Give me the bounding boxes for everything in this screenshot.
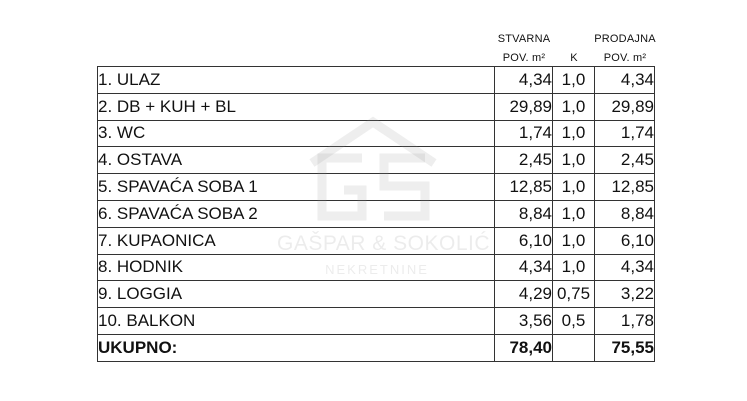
actual-area: 12,85 xyxy=(495,174,553,201)
coefficient: 1,0 xyxy=(553,254,595,281)
sale-area: 3,22 xyxy=(595,281,655,308)
coefficient: 1,0 xyxy=(553,174,595,201)
coefficient: 0,5 xyxy=(553,308,595,335)
total-sale-area: 75,55 xyxy=(595,334,655,361)
actual-area: 2,45 xyxy=(495,147,553,174)
actual-area: 4,34 xyxy=(495,254,553,281)
area-table xyxy=(97,66,655,362)
header-sale-area-line2: POV. m² xyxy=(603,52,647,64)
coefficient: 1,0 xyxy=(553,67,595,94)
sale-area: 8,84 xyxy=(595,200,655,227)
header-sale-area-line1: PRODAJNA xyxy=(594,33,656,45)
actual-area: 1,74 xyxy=(495,120,553,147)
total-label: UKUPNO: xyxy=(98,334,495,361)
total-actual-area: 78,40 xyxy=(495,334,553,361)
table-row xyxy=(98,308,655,335)
coefficient: 0,75 xyxy=(553,281,595,308)
room-name: 1. ULAZ xyxy=(98,67,495,94)
room-name: 7. KUPAONICA xyxy=(98,227,495,254)
room-name: 2. DB + KUH + BL xyxy=(98,93,495,120)
actual-area: 4,29 xyxy=(495,281,553,308)
total-row xyxy=(98,334,655,361)
watermark-brand: GAŠPAR & SOKOLIĆ xyxy=(277,232,491,255)
table-row xyxy=(98,147,655,174)
sale-area: 12,85 xyxy=(595,174,655,201)
sale-area: 2,45 xyxy=(595,147,655,174)
actual-area: 3,56 xyxy=(495,308,553,335)
coefficient: 1,0 xyxy=(553,120,595,147)
sale-area: 1,78 xyxy=(595,308,655,335)
actual-area: 4,34 xyxy=(495,67,553,94)
room-name: 8. HODNIK xyxy=(98,254,495,281)
header-actual-area-line1: STVARNA xyxy=(497,33,551,45)
sale-area: 4,34 xyxy=(595,67,655,94)
room-name: 10. BALKON xyxy=(98,308,495,335)
room-name: 5. SPAVAĆA SOBA 1 xyxy=(98,174,495,201)
header-coefficient: K xyxy=(570,52,578,64)
watermark-sub: NEKRETNINE xyxy=(325,262,429,277)
sale-area: 1,74 xyxy=(595,120,655,147)
total-coefficient xyxy=(553,334,595,361)
sale-area: 4,34 xyxy=(595,254,655,281)
sale-area: 29,89 xyxy=(595,93,655,120)
table-row xyxy=(98,200,655,227)
coefficient: 1,0 xyxy=(553,227,595,254)
actual-area: 29,89 xyxy=(495,93,553,120)
sale-area: 6,10 xyxy=(595,227,655,254)
table-row xyxy=(98,120,655,147)
table-row xyxy=(98,281,655,308)
table-row xyxy=(98,67,655,94)
table-row xyxy=(98,93,655,120)
room-name: 3. WC xyxy=(98,120,495,147)
room-name: 4. OSTAVA xyxy=(98,147,495,174)
coefficient: 1,0 xyxy=(553,147,595,174)
coefficient: 1,0 xyxy=(553,200,595,227)
actual-area: 8,84 xyxy=(495,200,553,227)
room-name: 9. LOGGIA xyxy=(98,281,495,308)
table-row xyxy=(98,174,655,201)
header-actual-area-line2: POV. m² xyxy=(502,52,546,64)
actual-area: 6,10 xyxy=(495,227,553,254)
room-name: 6. SPAVAĆA SOBA 2 xyxy=(98,200,495,227)
coefficient: 1,0 xyxy=(553,93,595,120)
